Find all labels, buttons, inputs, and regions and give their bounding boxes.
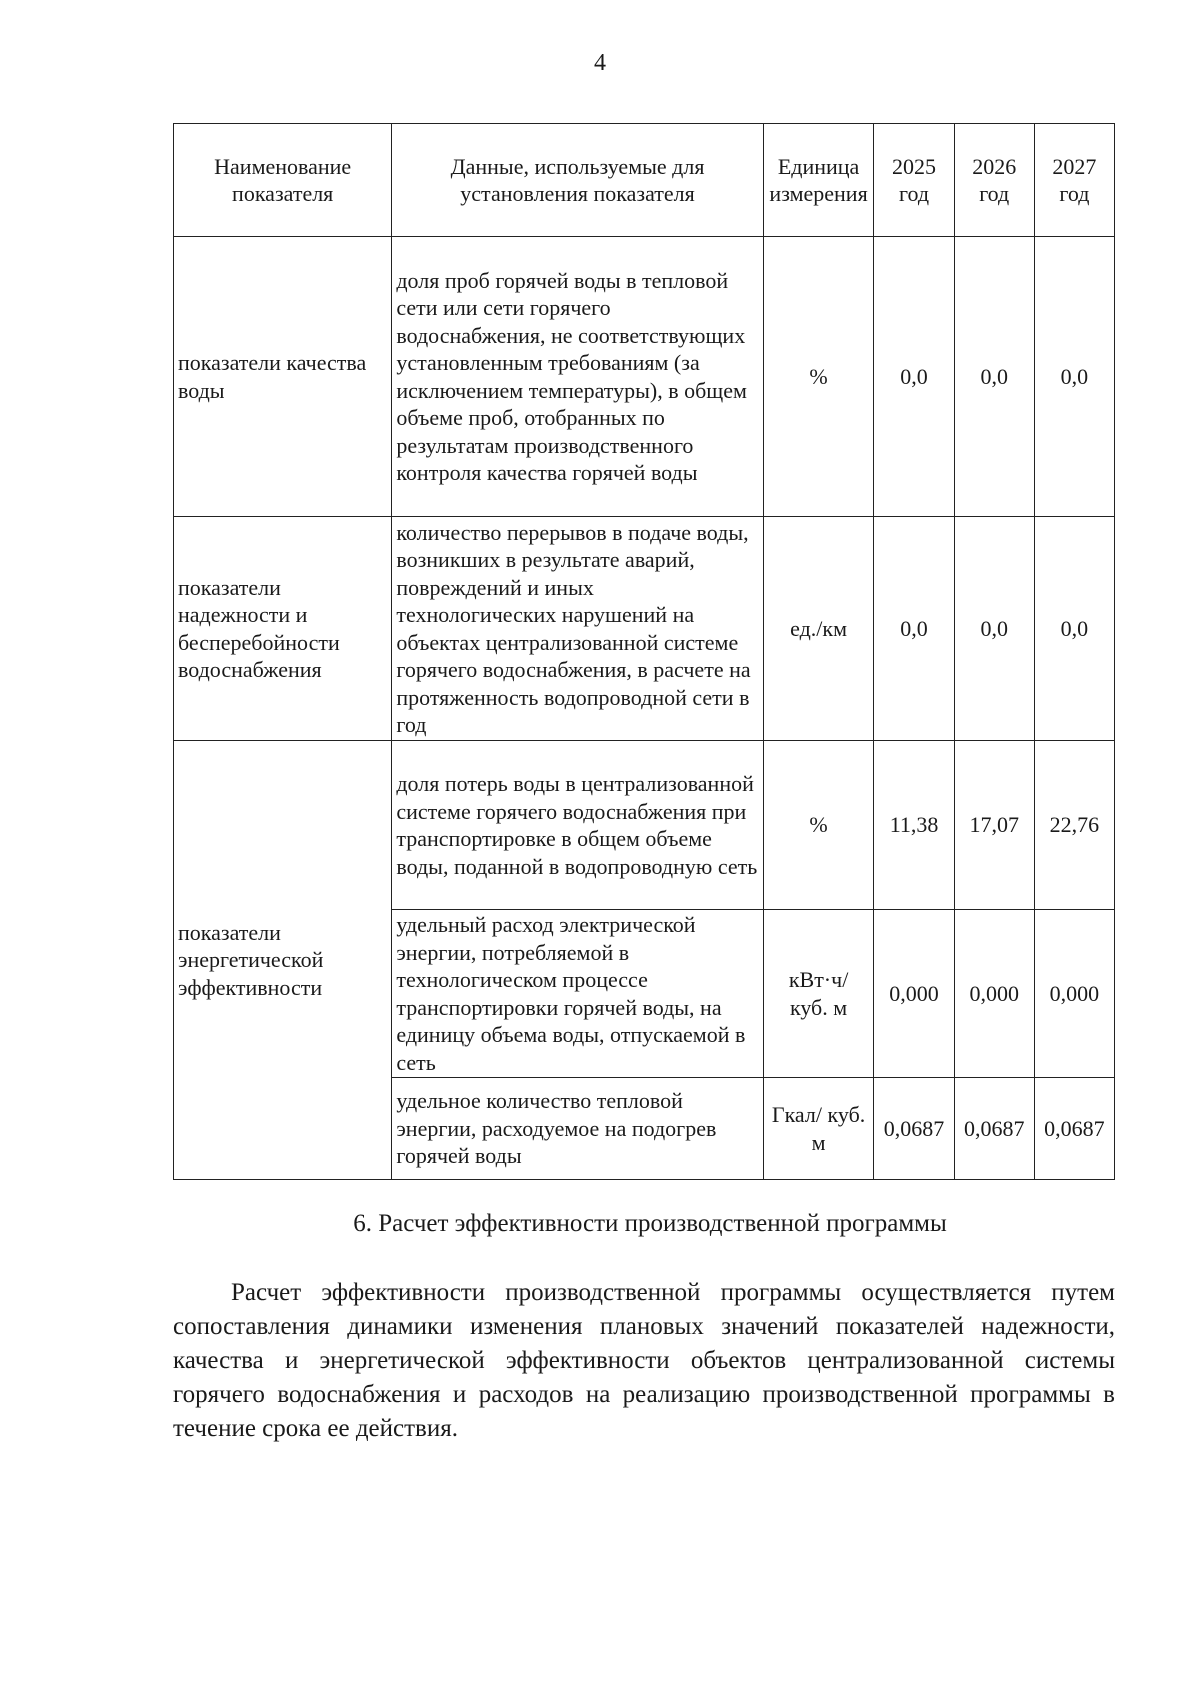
section-paragraph: Расчет эффективности производственной программы осуществляется путем сопоставления динамики изменения плановых значений показателей надежности, качества и энергетической эффективности объектов централизованной системы горячего водоснабжения и расходов на реализацию производственной программы в течение срока ее действия. [173, 1279, 1115, 1442]
value-2025: 11,38 [874, 741, 954, 910]
indicator-unit: % [763, 741, 874, 910]
indicator-unit: ед./км [763, 517, 874, 741]
value-2025: 0,0 [874, 517, 954, 741]
value-2027: 0,0 [1034, 237, 1114, 517]
header-name: Наименование показателя [174, 124, 392, 237]
value-2027: 22,76 [1034, 741, 1114, 910]
indicator-data: доля проб горячей воды в тепловой сети или сети горячего водоснабжения, не соответствующих установленным требованиям (за исключением температуры), в общем объеме проб, отобранных по результатам производственного контроля качества горячей воды [392, 237, 763, 517]
indicator-data: удельный расход электрической энергии, потребляемой в технологическом процессе транспортировки горячей воды, на единицу объема воды, отпускаемой в сеть [392, 910, 763, 1078]
value-2026: 0,0687 [954, 1078, 1034, 1180]
section-title: 6. Расчет эффективности производственной программы [353, 1210, 947, 1237]
indicator-unit: кВт·ч/ куб. м [763, 910, 874, 1078]
table-header-row [174, 124, 1115, 237]
value-2027: 0,0687 [1034, 1078, 1114, 1180]
header-2027: 2027 год [1034, 124, 1114, 237]
page-number: 4 [594, 50, 606, 76]
table-row [174, 517, 1115, 741]
header-data: Данные, используемые для установления показателя [392, 124, 763, 237]
header-2026: 2026 год [954, 124, 1034, 237]
value-2026: 0,000 [954, 910, 1034, 1078]
value-2026: 17,07 [954, 741, 1034, 910]
indicators-table [173, 123, 1115, 1180]
indicator-unit: Гкал/ куб. м [763, 1078, 874, 1180]
value-2025: 0,0 [874, 237, 954, 517]
value-2026: 0,0 [954, 237, 1034, 517]
table-row [174, 741, 1115, 910]
indicator-data: количество перерывов в подаче воды, возникших в результате аварий, повреждений и иных технологических нарушений на объектах централизованной системе горячего водоснабжения, в расчете на протяженность водопроводной сети в год [392, 517, 763, 741]
header-2025: 2025 год [874, 124, 954, 237]
indicator-unit: % [763, 237, 874, 517]
indicator-name: показатели надежности и бесперебойности водоснабжения [174, 517, 392, 741]
value-2025: 0,000 [874, 910, 954, 1078]
indicator-name: показатели качества воды [174, 237, 392, 517]
indicator-data: удельное количество тепловой энергии, расходуемое на подогрев горячей воды [392, 1078, 763, 1180]
table-row [174, 237, 1115, 517]
value-2025: 0,0687 [874, 1078, 954, 1180]
value-2026: 0,0 [954, 517, 1034, 741]
indicator-data: доля потерь воды в централизованной системе горячего водоснабжения при транспортировке в общем объеме воды, поданной в водопроводную сеть [392, 741, 763, 910]
value-2027: 0,000 [1034, 910, 1114, 1078]
header-unit: Единица измерения [763, 124, 874, 237]
value-2027: 0,0 [1034, 517, 1114, 741]
indicator-name: показатели энергетической эффективности [174, 741, 392, 1180]
